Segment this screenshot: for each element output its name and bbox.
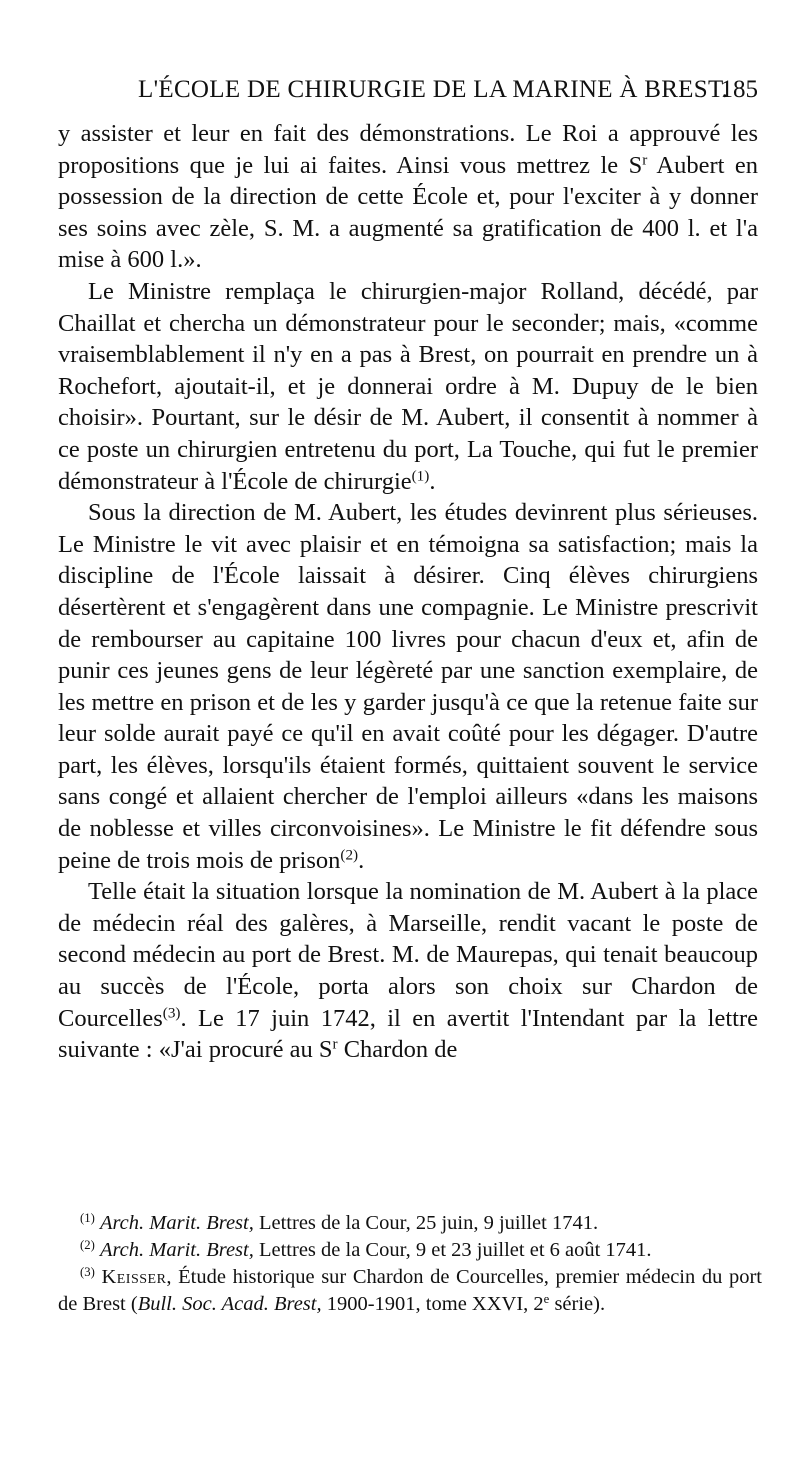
paragraph-2-text-end: .	[429, 467, 436, 495]
running-title: L'ÉCOLE DE CHIRURGIE DE LA MARINE À BREST.	[138, 76, 729, 103]
paragraph-3	[58, 497, 758, 876]
paragraph-4-text: Telle était la situation lorsque la nomination de M. Aubert à la place de médecin réal des galères, à Marseille, rendit vacant le poste de second médecin au port de Brest. M. de Maurepas, qui tenait beaucoup au succès de l'École, porta alors son choix sur Chardon de Courcelles	[58, 878, 758, 1032]
footnote-text: , Étude historique sur Chardon de Courcelles, premier médecin du port de Brest (	[58, 1266, 762, 1315]
footnote-source: Arch. Marit. Brest,	[99, 1239, 254, 1261]
footnote-ref-1: (1)	[411, 467, 430, 485]
footnote-series: série).	[549, 1293, 606, 1315]
paragraph-3-text: Sous la direction de M. Aubert, les études devinrent plus sérieuses. Le Ministre le vit avec plaisir et en témoigna sa satisfaction; mais la discipline de l'École laissait à désirer. Cinq élèves chirurgiens désertèrent et s'engagèrent dans une compagnie. Le Ministre prescrivit de rembourser au capitaine 100 livres pour chacun d'eux et, afin de punir ces jeunes gens de leur légèreté par une sanction exemplaire, de les mettre en prison et de les y garder jusqu'à ce que la retenue faite sur leur solde aurait payé ce qu'il en avait coûté pour les dégager. D'autre part, les élèves, lorsqu'ils étaient formés, quittaient souvent le service sans congé et allaient chercher de l'emploi ailleurs «dans les maisons de noblesse et villes circonvoisines». Le Ministre le fit défendre sous peine de trois mois de prison	[58, 499, 758, 874]
footnote-author: Keisser	[101, 1266, 167, 1288]
paragraph-2-text: Le Ministre remplaça le chirurgien-major Rolland, décédé, par Chaillat et chercha un démonstrateur pour le seconder; mais, «comme vraisemblablement il n'y en a pas à Brest, on pourrait en prendre un à Rochefort, ajoutait-il, et je donnerai ordre à M. Dupuy de le bien choisir». Pourtant, sur le désir de M. Aubert, il consentit à nommer à ce poste un chirurgien entretenu du port, La Touche, qui fut le premier démonstrateur à l'École de chirurgie	[58, 277, 758, 495]
footnote-3	[58, 1264, 762, 1318]
paragraph-3-text-end: .	[358, 846, 365, 874]
footnote-journal: Bull. Soc. Acad. Brest,	[137, 1293, 322, 1315]
paragraph-2	[58, 276, 758, 497]
body-text	[58, 118, 758, 1066]
superscript: r	[332, 1035, 338, 1053]
footnote-mark: (3)	[80, 1265, 95, 1280]
footnote-text-end: 1900-1901, tome XXVI, 2	[321, 1293, 544, 1315]
superscript: e	[543, 1292, 550, 1307]
paragraph-4-text-end: Chardon de	[337, 1036, 458, 1064]
footnote-ref-2: (2)	[340, 846, 359, 864]
footnotes	[58, 1210, 762, 1318]
footnote-source: Arch. Marit. Brest,	[99, 1212, 254, 1234]
footnote-2	[58, 1237, 762, 1264]
footnote-ref-3: (3)	[162, 1004, 181, 1022]
paragraph-1-text-end: Aubert en possession de la direction de cette École et, pour l'exciter à y donner ses soins avec zèle, S. M. a augmenté sa gratification de 400 l. et l'a mise à 600 l.».	[58, 151, 758, 274]
page-number: 185	[720, 76, 758, 103]
running-head	[58, 76, 758, 110]
paragraph-4-text-mid: . Le 17 juin 1742, il en avertit l'Intendant par la lettre suivante : «J'ai procuré au S	[58, 1004, 758, 1064]
paragraph-4	[58, 876, 758, 1066]
footnote-text: Lettres de la Cour, 25 juin, 9 juillet 1741.	[253, 1212, 599, 1234]
footnote-text: Lettres de la Cour, 9 et 23 juillet et 6 août 1741.	[253, 1239, 652, 1261]
footnote-1	[58, 1210, 762, 1237]
paragraph-1-text: y assister et leur en fait des démonstrations. Le Roi a approuvé les propositions que je lui ai faites. Ainsi vous mettrez le S	[58, 120, 758, 179]
footnote-mark: (2)	[80, 1238, 95, 1253]
paragraph-1	[58, 118, 758, 276]
footnote-mark: (1)	[80, 1211, 95, 1226]
superscript: r	[642, 151, 648, 169]
